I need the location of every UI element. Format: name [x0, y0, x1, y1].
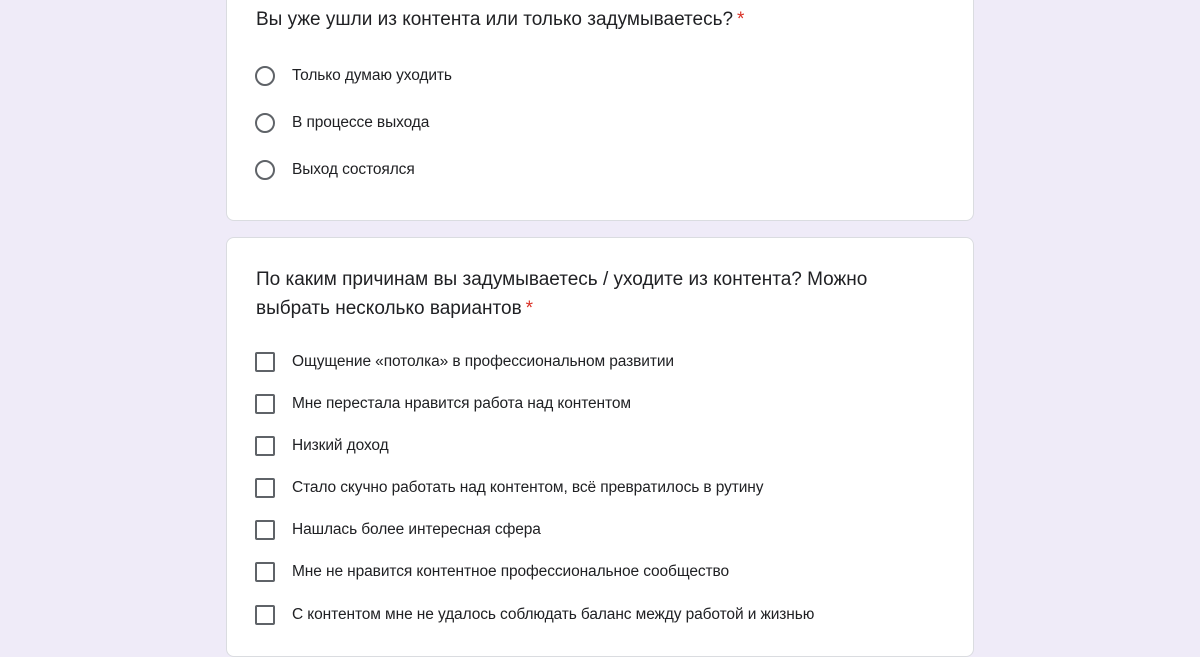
question-card-exit-status	[226, 0, 974, 221]
question-title	[256, 265, 916, 323]
radio-option-thinking[interactable]	[255, 63, 452, 89]
question-card-reasons	[226, 237, 974, 657]
checkbox-option-label: Ощущение «потолка» в профессиональном развитии	[292, 353, 674, 370]
checkbox[interactable]	[255, 562, 275, 582]
required-asterisk: *	[737, 9, 745, 30]
radio-option-done[interactable]	[255, 157, 415, 183]
radio-button[interactable]	[255, 113, 275, 133]
checkbox-option-label: Мне перестала нравится работа над контентом	[292, 395, 631, 412]
checkbox[interactable]	[255, 436, 275, 456]
checkbox[interactable]	[255, 520, 275, 540]
checkbox-option-ceiling[interactable]	[255, 349, 674, 375]
checkbox-option-label: С контентом мне не удалось соблюдать баланс между работой и жизнью	[292, 606, 815, 623]
checkbox-option-community[interactable]	[255, 559, 729, 585]
checkbox-option-low-income[interactable]	[255, 433, 389, 459]
checkbox[interactable]	[255, 605, 275, 625]
checkbox-option-label: Нашлась более интересная сфера	[292, 521, 541, 538]
question-text: По каким причинам вы задумываетесь / уходите из контента? Можно выбрать несколько вариантов	[256, 269, 868, 319]
checkbox[interactable]	[255, 478, 275, 498]
checkbox[interactable]	[255, 352, 275, 372]
radio-option-label: Выход состоялся	[292, 161, 415, 178]
question-text: Вы уже ушли из контента или только задумываетесь?	[256, 9, 734, 30]
checkbox-option-label: Низкий доход	[292, 437, 389, 454]
checkbox-option-routine[interactable]	[255, 475, 763, 501]
checkbox-option-work-life-balance[interactable]	[255, 602, 814, 628]
radio-option-label: Только думаю уходить	[292, 67, 452, 84]
radio-option-in-process[interactable]	[255, 110, 429, 136]
checkbox-option-new-field[interactable]	[255, 517, 541, 543]
question-title	[256, 5, 916, 34]
radio-option-label: В процессе выхода	[292, 114, 430, 131]
checkbox-option-label: Стало скучно работать над контентом, всё превратилось в рутину	[292, 479, 764, 496]
checkbox[interactable]	[255, 394, 275, 414]
radio-button[interactable]	[255, 160, 275, 180]
checkbox-option-label: Мне не нравится контентное профессиональное сообщество	[292, 563, 729, 580]
radio-button[interactable]	[255, 66, 275, 86]
required-asterisk: *	[525, 298, 534, 319]
checkbox-option-dislike-work[interactable]	[255, 391, 631, 417]
